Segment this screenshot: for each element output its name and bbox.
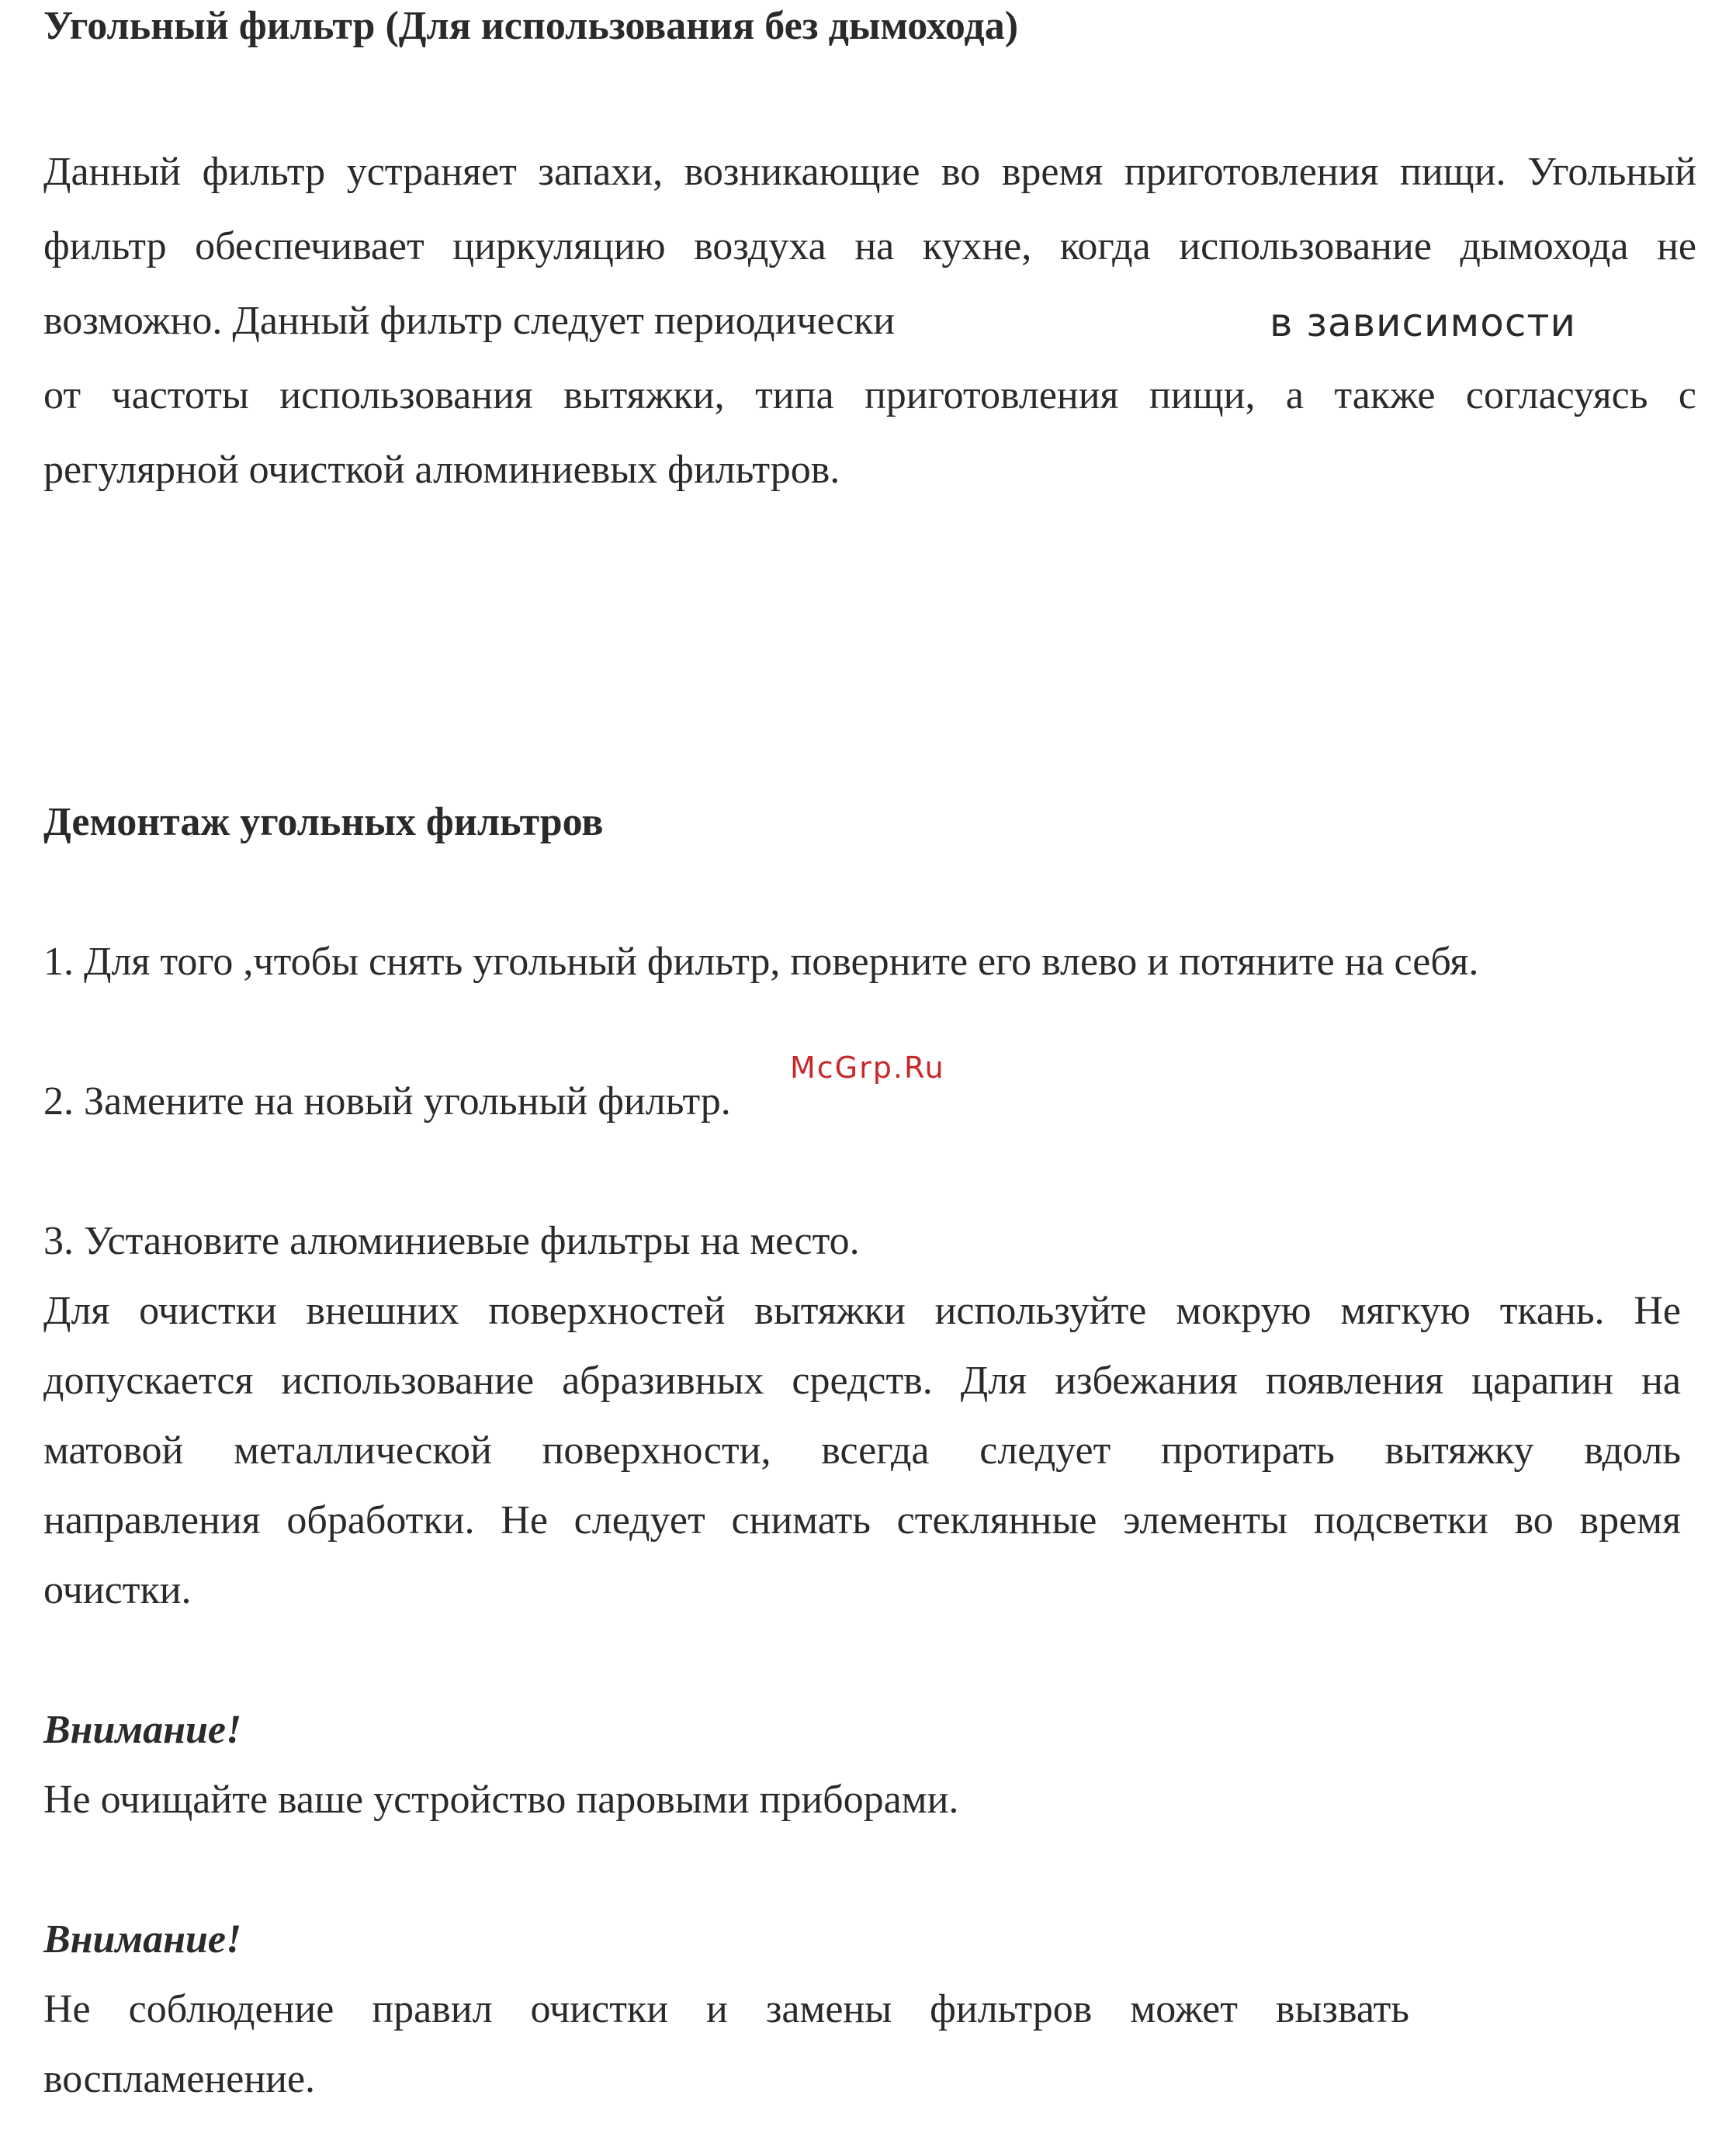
step-item: 1. Для того ,чтобы снять угольный фильтр, поверните его влево и потяните на себя.	[43, 940, 1479, 984]
watermark: McGrp.Ru	[790, 1051, 945, 1085]
warning-heading: Внимание!	[43, 1708, 242, 1752]
warning-text: воспламенение.	[43, 2057, 316, 2101]
step-item: 3. Установите алюминиевые фильтры на место.	[43, 1219, 860, 1263]
section-title-carbon-filter: Угольный фильтр (Для использования без дымохода)	[43, 4, 1019, 48]
cleaning-line: направления обработки. Не следует снимать стеклянные элементы подсветки во время	[43, 1498, 1681, 1543]
warning-heading: Внимание!	[43, 1917, 242, 1962]
cleaning-line: очистки.	[43, 1568, 192, 1612]
warning-text: Не соблюдение правил очистки и замены фильтров может вызвать	[43, 1987, 1409, 2031]
warning-text: Не очищайте ваше устройство паровыми приборами.	[43, 1778, 959, 1822]
paragraph-line: фильтр обеспечивает циркуляцию воздуха на кухне, когда использование дымохода не	[43, 224, 1696, 268]
section-title-removal: Демонтаж угольных фильтров	[43, 800, 604, 844]
cleaning-line: Для очистки внешних поверхностей вытяжки используйте мокрую мягкую ткань. Не	[43, 1289, 1681, 1333]
paragraph-line: от частоты использования вытяжки, типа приготовления пищи, а также согласуясь с	[43, 373, 1696, 417]
cleaning-line: матовой металлической поверхности, всегда следует протирать вытяжку вдоль	[43, 1428, 1681, 1473]
paragraph-line: Данный фильтр устраняет запахи, возникающие во время приготовления пищи. Угольный	[43, 150, 1696, 194]
paragraph-insert: в зависимости	[1270, 300, 1576, 345]
step-item: 2. Замените на новый угольный фильтр.	[43, 1079, 731, 1124]
paragraph-line: регулярной очисткой алюминиевых фильтров.	[43, 448, 840, 492]
paragraph-line: возможно. Данный фильтр следует периодически	[43, 299, 896, 343]
cleaning-line: допускается использование абразивных средств. Для избежания появления царапин на	[43, 1359, 1681, 1403]
